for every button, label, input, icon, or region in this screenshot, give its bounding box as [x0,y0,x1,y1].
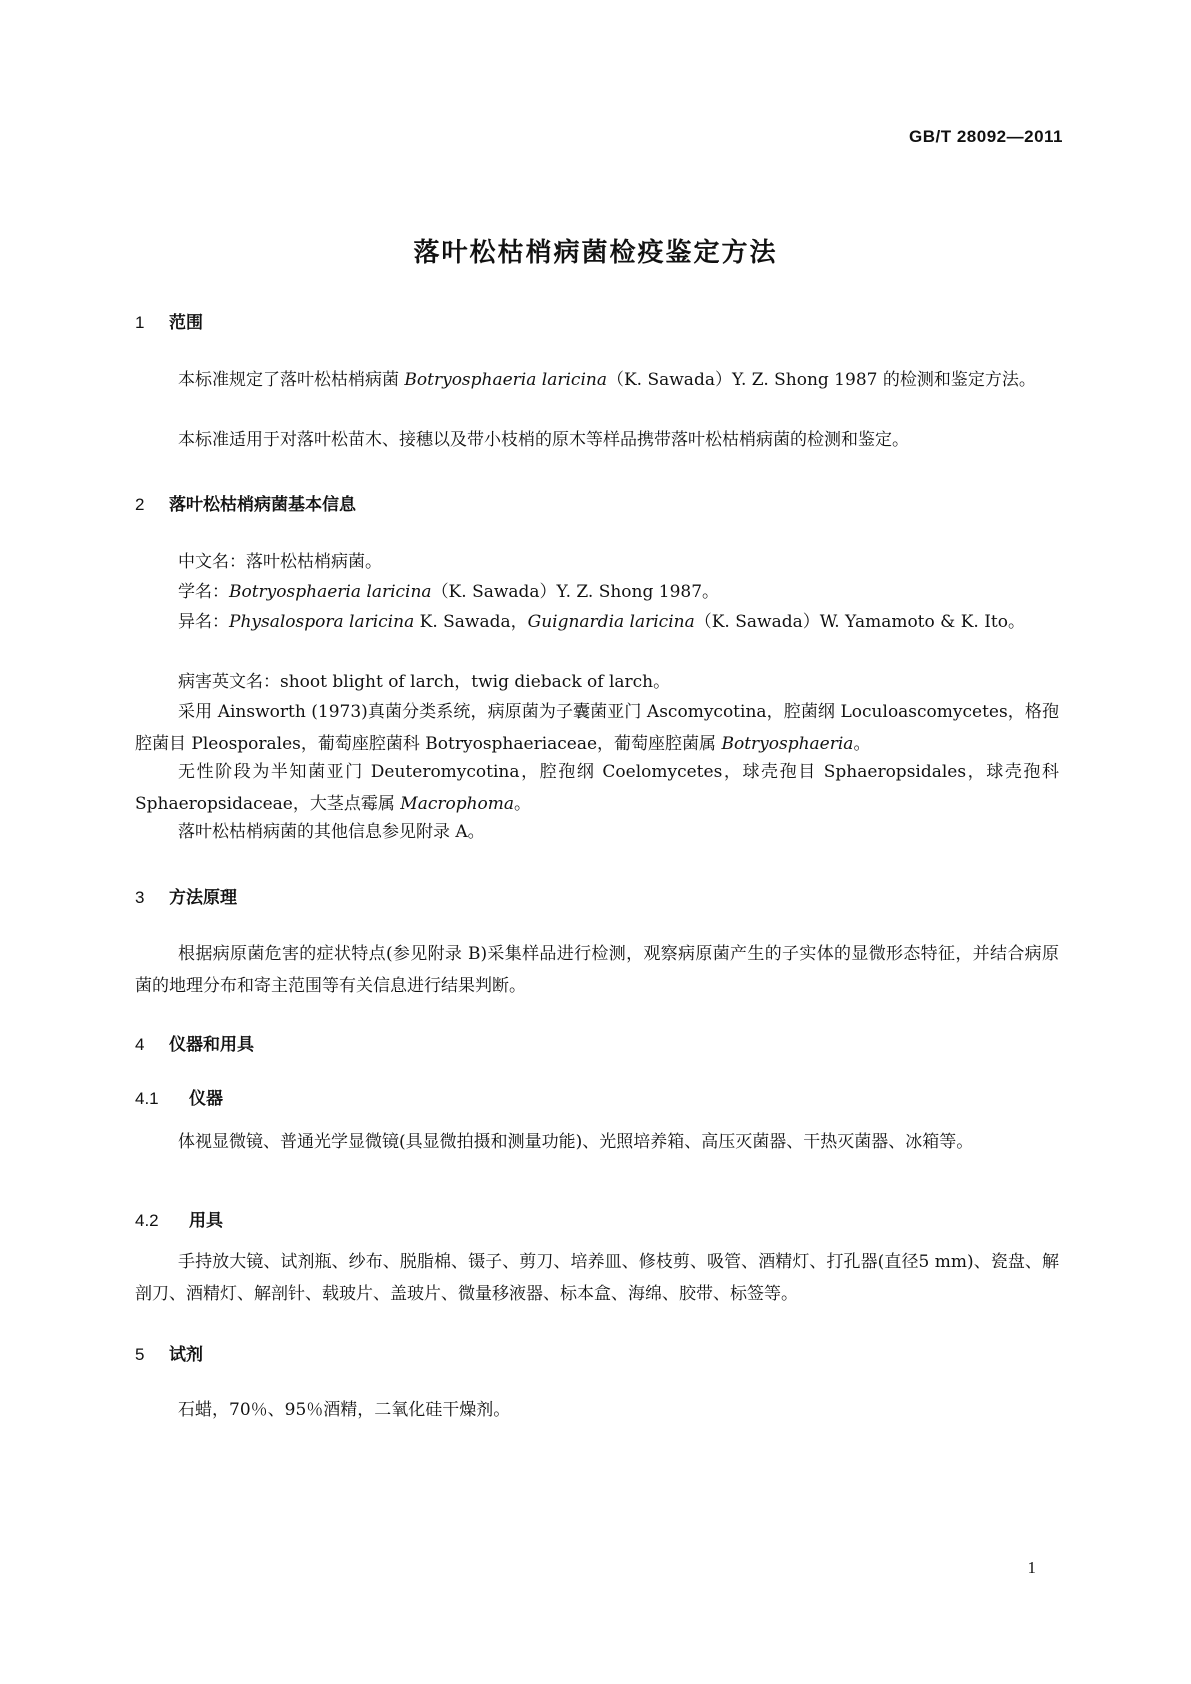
section-1-paragraph-2: 本标准适用于对落叶松苗木、接穗以及带小枝梢的原木等样品携带落叶松枯梢病菌的检测和鉴定。 [178,430,909,450]
section-number: 4.1 [135,1089,159,1108]
classification-paragraph: 采用 Ainsworth (1973)真菌分类系统，病原菌为子囊菌亚门 Ascomycotina，腔菌纲 Loculoascomycetes，格孢腔菌目 Pleosporales，葡萄座腔菌科 Botryosphaeriaceae，葡萄座腔菌属 Botryosphaeria。 [135,702,1059,754]
section-3-paragraph: 根据病原菌危害的症状特点(参见附录 B)采集样品进行检测，观察病原菌产生的子实体的显微形态特征，并结合病原菌的地理分布和寄主范围等有关信息进行结果判断。 [135,944,1059,996]
section-number: 4 [135,1035,145,1054]
anamorph-paragraph: 无性阶段为半知菌亚门 Deuteromycotina，腔孢纲 Coelomycetes，球壳孢目 Sphaeropsidales，球壳孢科 Sphaeropsidaceae，大茎点霉属 Macrophoma。 [135,762,1059,814]
synonym-name-1: Physalospora laricina [229,612,415,632]
standard-number: GB/T 28092—2011 [909,127,1063,146]
section-number: 2 [135,495,145,514]
section-number: 1 [135,313,145,332]
section-1-paragraph-1: 本标准规定了落叶松枯梢病菌 Botryosphaeria laricina（K. Sawada）Y. Z. Shong 1987 的检测和鉴定方法。 [178,370,1036,390]
section-5-paragraph: 石蜡，70％、95％酒精，二氧化硅干燥剂。 [178,1400,511,1420]
section-title: 试剂 [169,1345,203,1365]
genus-name: Macrophoma [400,794,515,814]
section-3-heading [135,883,237,908]
synonym-name-2: Guignardia laricina [527,612,695,632]
section-title: 仪器 [189,1089,223,1109]
section-5-heading [135,1340,203,1365]
section-4-1-paragraph: 体视显微镜、普通光学显微镜(具显微拍摄和测量功能)、光照培养箱、高压灭菌器、干热灭菌器、冰箱等。 [178,1132,974,1152]
section-4-1-heading [135,1084,223,1109]
genus-name: Botryosphaeria [721,734,854,754]
other-info-line: 落叶松枯梢病菌的其他信息参见附录 A。 [178,822,485,842]
section-4-heading [135,1030,254,1055]
scientific-name: Botryosphaeria laricina [229,582,432,602]
section-number: 3 [135,888,145,907]
section-title: 用具 [189,1211,223,1231]
english-name-line: 病害英文名：shoot blight of larch，twig dieback of larch。 [178,672,671,692]
section-title: 仪器和用具 [169,1035,254,1055]
section-title: 范围 [169,313,203,333]
section-number: 5 [135,1345,145,1364]
page-number: 1 [1027,1558,1036,1577]
document-title: 落叶松枯梢病菌检疫鉴定方法 [413,238,778,268]
section-title: 方法原理 [169,888,237,908]
section-1-heading [135,308,203,333]
chinese-name-line: 中文名：落叶松枯梢病菌。 [178,552,382,572]
section-number: 4.2 [135,1211,159,1230]
section-title: 落叶松枯梢病菌基本信息 [169,495,356,515]
section-4-2-heading [135,1206,223,1231]
section-4-2-paragraph: 手持放大镜、试剂瓶、纱布、脱脂棉、镊子、剪刀、培养皿、修枝剪、吸管、酒精灯、打孔器(直径5 mm)、瓷盘、解剖刀、酒精灯、解剖针、载玻片、盖玻片、微量移液器、标本盒、海绵、胶带、标签等。 [135,1252,1059,1304]
section-2-heading [135,490,356,515]
scientific-name: Botryosphaeria laricina [404,370,607,390]
synonym-line: 异名：Physalospora laricina K. Sawada，Guignardia laricina（K. Sawada）W. Yamamoto & K. Ito。 [178,612,1025,632]
scientific-name-line: 学名：Botryosphaeria laricina（K. Sawada）Y. Z. Shong 1987。 [178,582,720,602]
